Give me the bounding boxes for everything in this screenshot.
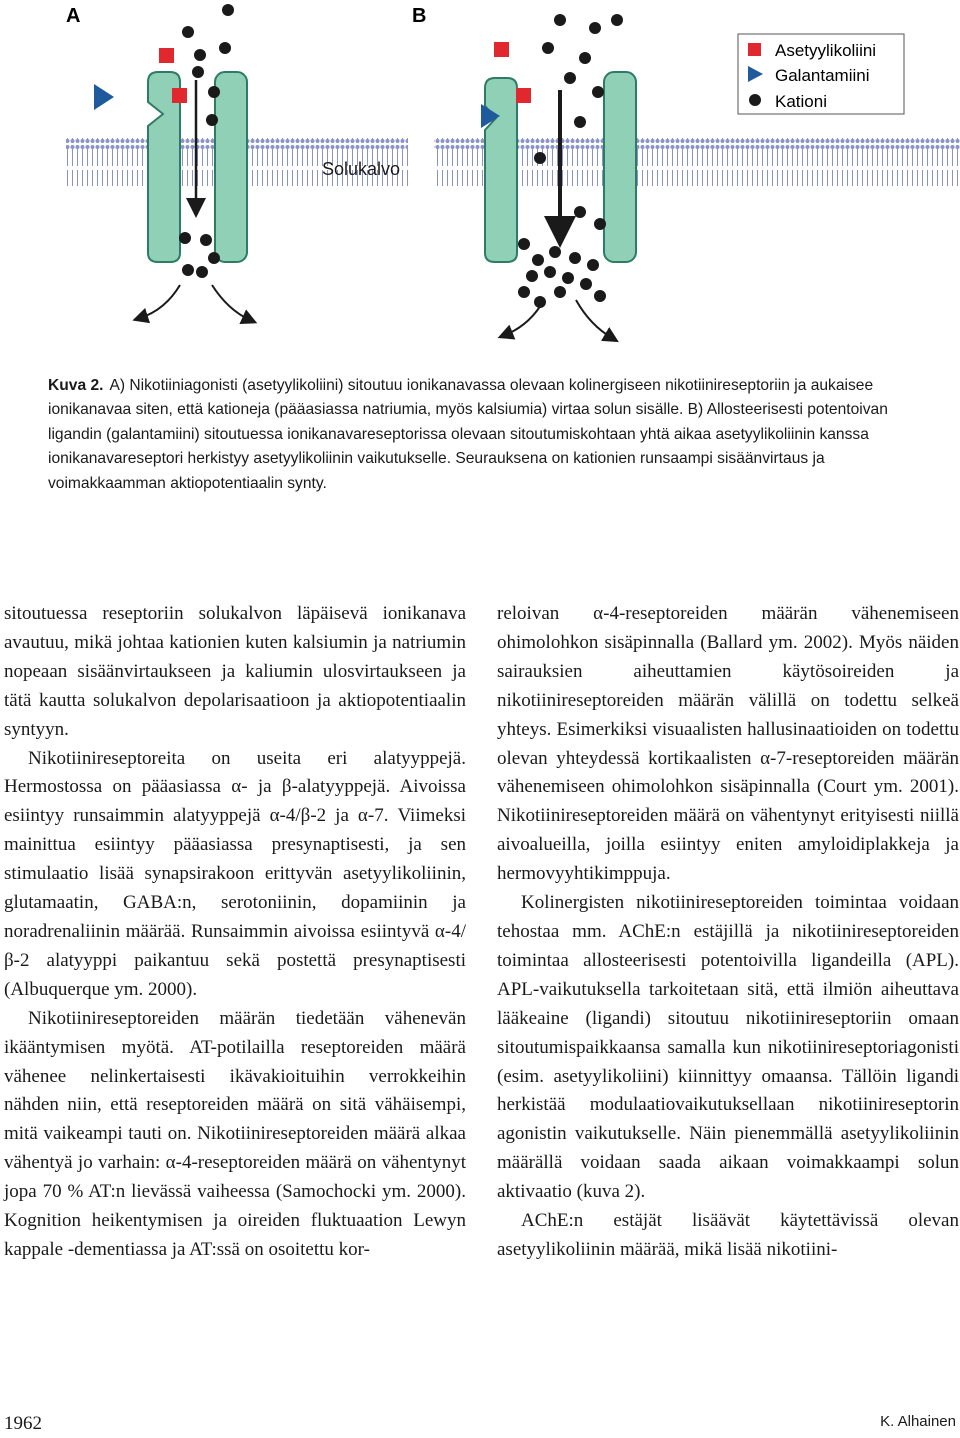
paragraph: reloivan α-4-reseptoreiden määrän vähenemiseen ohimolohkon sisäpinnalla (Ballard ym. 2002). Myös näiden sairauksien aiheuttamien käytösoireiden ja nikotiinireseptoreiden määrän välillä on todettu selkeä yhteys. Esimerkiksi visuaalisten hallusinaatioiden on todettu olevan yhteydessä kortikaalisten α-7-reseptoreiden määrän vähenemiseen ohimolohkon sisäpinnalla (Court ym. 2001). Nikotiinireseptoreiden määrä on vähentynyt erityisesti niillä aivoalueilla, joilla esiintyy eniten amyloidiplakkeja ja hermovyyhtikimppuja. xyxy=(497,603,959,885)
caption-label: Kuva 2. xyxy=(48,377,104,394)
legend-galantamine-label: Galantamiini xyxy=(775,66,870,85)
flow-arrow-a-right xyxy=(212,285,250,320)
legend xyxy=(738,34,904,114)
paragraph: Nikotiinireseptoreita on useita eri alatyyppejä. Hermostossa on pääasiassa α- ja β-alatyyppejä. Aivoissa esiintyy runsaimmin alatyyppejä α-4/β-2 ja α-7. Viimeksi mainittua esiintyy pääasiassa presynaptisesti, ja sen stimulaatio lisää synapsirakoon erittyvän asetyylikoliinin, glutamaatin, GABA:n, serotoniinin, dopamiinin ja noradrenaliinin määrää. Runsaimmin aivoissa esiintyvä α-4/β-2 alatyyppi paikantuu sekä postettä presynaptisesti (Albuquerque ym. 2000). xyxy=(4,747,466,1000)
legend-acetylcholine-swatch xyxy=(748,43,761,56)
left-column xyxy=(4,600,466,1265)
flow-arrow-b-right xyxy=(576,300,612,338)
legend-acetylcholine-label: Asetyylikoliini xyxy=(775,41,877,60)
paragraph: AChE:n estäjät lisäävät käytettävissä olevan asetyylikoliinin määrää, mikä lisää nikotiini- xyxy=(497,1210,959,1260)
membrane-label: Solukalvo xyxy=(322,159,401,179)
paragraph: sitoutuessa reseptoriin solukalvon läpäisevä ionikanava avautuu, mikä johtaa kationien kuten kalsiumin ja natriumin nopeaan sisäänvirtaukseen ja kaliumin ulosvirtaukseen ja tätä kautta solukalvon depolarisaatioon ja aktiopotentiaalin syntyyn. xyxy=(4,603,466,740)
right-column xyxy=(497,600,959,1265)
paragraph: Kolinergisten nikotiinireseptoreiden toimintaa voidaan tehostaa mm. AChE:n estäjillä ja nikotiinireseptoreiden toimintaa allosteerisesti potentoivilla ligandeilla (APL). APL-vaikutuksella tarkoitetaan sitä, että ilmiön aiheuttava lääkeaine (ligandi) sitoutuu nikotiinireseptoriin omaan sitoutumispaikkaansa samalla kun nikotiinireseptoriagonisti (esim. asetyylikoliini) kiinnittyy omaansa. Tällöin ligandi herkistää modulaatiovaikutuksellaan nikotiinireseptorin agonistin vaikutukselle. Näin pienemmällä asetyylikoliinin määrällä voidaan saada aikaan voimakkaampi solun aktivaatio (kuva 2). xyxy=(497,892,959,1203)
panel-a-label: A xyxy=(66,5,81,27)
figure-caption xyxy=(48,374,928,496)
acetylcholine-b1 xyxy=(494,42,509,57)
legend-cation-label: Kationi xyxy=(775,92,827,111)
paragraph: Nikotiinireseptoreiden määrän tiedetään vähenevän ikääntymisen myötä. AT-potilailla reseptoreiden määrä vähenee nelinkertaisesti ikävakioituihin verrokkeihin nähden niin, että reseptoreiden määrä on sitä vähäisempi, mitä vaikeampi tauti on. Nikotiinireseptoreiden määrä alkaa vähentyä jo varhain: α-4-reseptoreiden määrä on vähentynyt jopa 70 % AT:n lievässä vaiheessa (Samochocki ym. 2000). Kognition heikentymisen ja oireiden fluktuaation Lewyn kappale -dementiassa ja AT:ssä on osoitettu kor- xyxy=(4,1007,466,1260)
page-number: 1962 xyxy=(4,1413,42,1434)
caption-text: A) Nikotiiniagonisti (asetyylikoliini) sitoutuu ionikanavassa olevaan kolinergiseen nikotiinireseptoriin ja aukaisee ionikanavaa siten, että kationeja (pääasiassa natriumia, myös kalsiumia) virtaa solun sisälle. B) Allosteerisesti potentoivan ligandin (galantamiini) sitoutuessa ionikanavareseptorissa olevaan sitoutumiskohtaan yhtä aikaa asetyylikoliinin kanssa ionikanavareseptori herkistyy asetyylikoliinin vaikutukselle. Seurauksena on kationien runsaampi sisäänvirtaus ja voimakkaamman aktiopotentiaalin synty. xyxy=(48,377,888,492)
receptor-figure xyxy=(0,0,960,360)
panel-b-label: B xyxy=(412,5,427,27)
galantamine-a xyxy=(94,84,114,110)
acetylcholine-a2 xyxy=(172,88,187,103)
acetylcholine-a1 xyxy=(159,48,174,63)
flow-arrow-a-left xyxy=(140,285,180,318)
acetylcholine-b2 xyxy=(516,88,531,103)
legend-cation-swatch xyxy=(749,94,761,106)
author-name: K. Alhainen xyxy=(880,1413,956,1430)
